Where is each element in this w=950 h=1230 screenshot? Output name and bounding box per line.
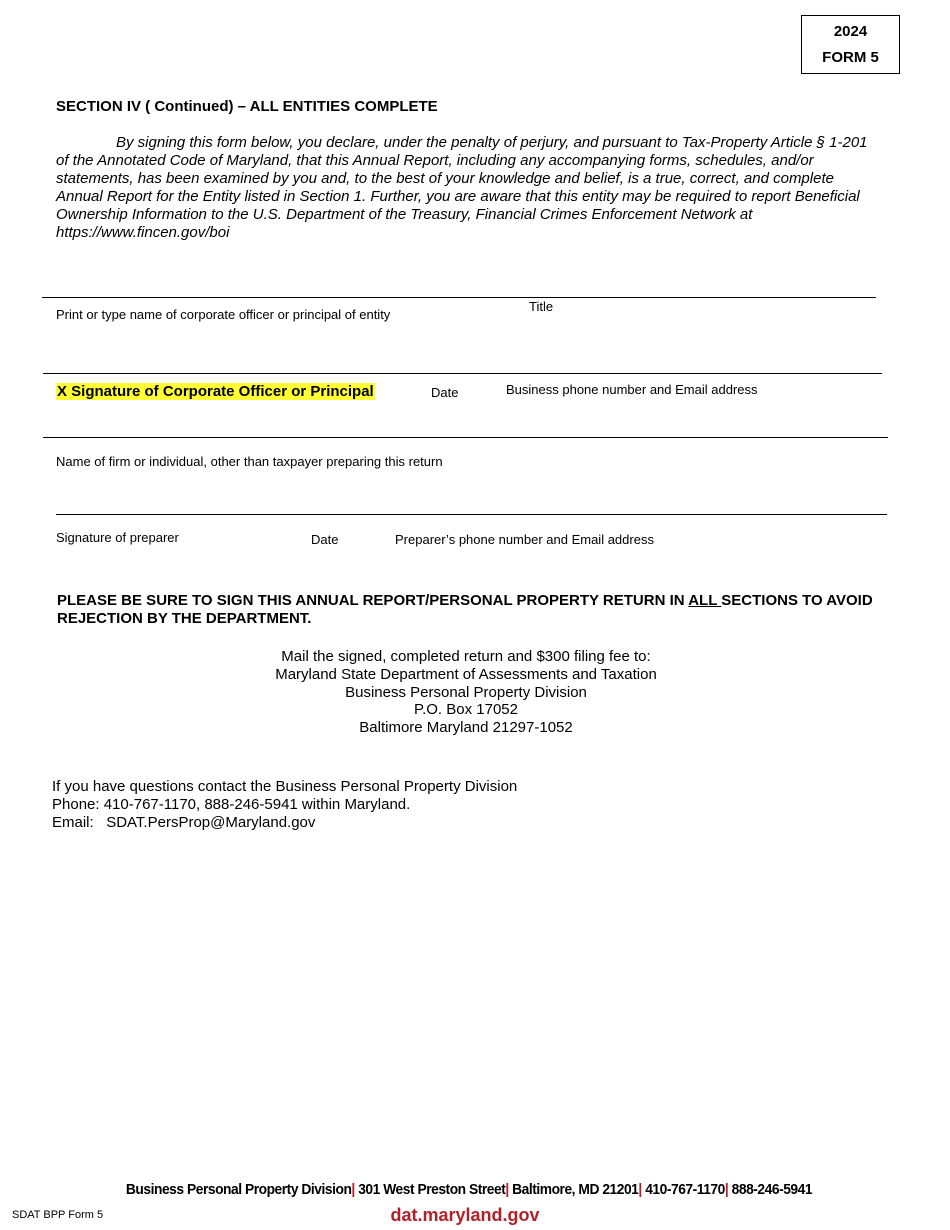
declaration-paragraph bbox=[56, 134, 878, 242]
officer-phone-label: Business phone number and Email address bbox=[506, 382, 758, 397]
footer-separator: | bbox=[351, 1181, 355, 1198]
contact-info bbox=[52, 778, 517, 831]
footer-form-id: SDAT BPP Form 5 bbox=[12, 1209, 104, 1221]
mailing-division: Business Personal Property Division bbox=[345, 683, 587, 701]
footer-city: Baltimore, MD 21201 bbox=[512, 1181, 639, 1198]
officer-name-line[interactable] bbox=[42, 297, 876, 298]
contact-email[interactable]: SDAT.PersProp@Maryland.gov bbox=[106, 813, 316, 831]
contact-intro: If you have questions contact the Business Personal Property Division bbox=[52, 778, 518, 795]
preparer-firm-label: Name of firm or individual, other than taxpayer preparing this return bbox=[56, 454, 443, 469]
officer-signature-label: X Signature of Corporate Officer or Principal bbox=[57, 383, 374, 400]
footer-street: 301 West Preston Street bbox=[358, 1181, 506, 1198]
form-number: FORM 5 bbox=[822, 49, 879, 66]
preparer-date-label: Date bbox=[311, 532, 339, 547]
contact-email-row bbox=[52, 814, 517, 832]
notice-text-start: PLEASE BE SURE TO SIGN THIS ANNUAL REPORT/PERSONAL PROPERTY RETURN IN bbox=[57, 592, 689, 609]
notice-text-end: SECTIONS TO AVOID REJECTION BY THE DEPARTMENT. bbox=[57, 592, 873, 627]
mailing-po-box: P.O. Box 17052 bbox=[414, 701, 518, 719]
officer-title-label: Title bbox=[529, 299, 554, 314]
officer-name-label: Print or type name of corporate officer or principal of entity bbox=[56, 307, 391, 322]
footer-separator: | bbox=[505, 1181, 509, 1198]
mailing-address bbox=[190, 648, 742, 737]
footer-phone-2: 888-246-5941 bbox=[731, 1181, 813, 1198]
mailing-agency: Maryland State Department of Assessments and Taxation bbox=[275, 665, 657, 683]
officer-date-label: Date bbox=[431, 385, 459, 400]
officer-signature-label-wrap bbox=[56, 383, 375, 401]
footer-division: Business Personal Property Division bbox=[125, 1181, 352, 1198]
contact-email-label: Email: bbox=[52, 813, 94, 831]
officer-signature-line[interactable] bbox=[43, 373, 882, 374]
preparer-phone-label: Preparer’s phone number and Email address bbox=[395, 532, 654, 547]
footer-address-line bbox=[38, 1181, 901, 1198]
mailing-city: Baltimore Maryland 21297-1052 bbox=[359, 719, 573, 737]
mailing-instruction: Mail the signed, completed return and $300 filing fee to: bbox=[281, 648, 651, 665]
form-year: 2024 bbox=[833, 23, 868, 40]
preparer-signature-line[interactable] bbox=[56, 514, 887, 515]
footer-website-link[interactable]: dat.maryland.gov bbox=[390, 1205, 540, 1225]
declaration-text: By signing this form below, you declare, under the penalty of perjury, and pursuant to Tax-Property Article § 1-201 of the Annotated Code of Maryland, that this Annual Report, including any accompanying forms, schedules, and/or statements, has been examined by you and, to the best of your knowledge and belief, is a true, correct, and complete Annual Report for the Entity listed in Section 1. Further, you are aware that this entity may be required to report Beneficial Ownership Information to the U.S. Department of the Treasury, Financial Crimes Enforcement Network at https://www.fincen.gov/boi bbox=[56, 134, 868, 241]
form-number-box bbox=[801, 15, 900, 74]
preparer-signature-label: Signature of preparer bbox=[56, 530, 179, 545]
section-title: SECTION IV ( Continued) – ALL ENTITIES COMPLETE bbox=[56, 98, 438, 115]
notice-emphasis: ALL bbox=[688, 592, 722, 609]
preparer-firm-line[interactable] bbox=[43, 437, 888, 438]
footer-phone-1: 410-767-1170 bbox=[645, 1181, 725, 1198]
sign-all-sections-notice bbox=[57, 592, 877, 628]
contact-phone: Phone: 410-767-1170, 888-246-5941 within Maryland. bbox=[52, 795, 411, 813]
footer-separator: | bbox=[638, 1181, 642, 1198]
footer-separator: | bbox=[724, 1181, 729, 1198]
